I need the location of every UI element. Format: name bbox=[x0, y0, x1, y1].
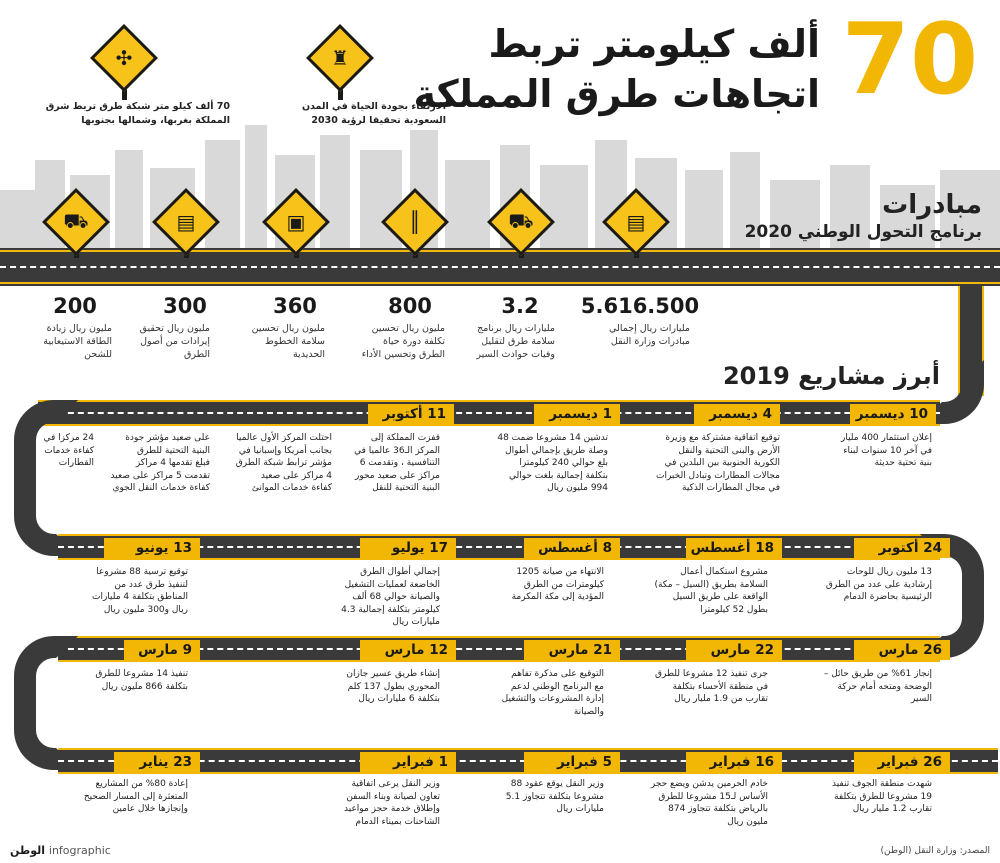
event-desc: إعادة 80% من المشاريع المتعثرة إلى المسار الصحيح وإنجازها خلال عامين bbox=[83, 779, 188, 814]
event-desc: احتلت المركز الأول عالميا بجانب أمريكا وإسبانيا في مؤشر ترابط شبكة الطرق 4 مراكز على صعيد كفاءة خدمات الموانئ bbox=[235, 433, 332, 493]
headline-line-1: ألف كيلومتر تربط bbox=[488, 22, 820, 66]
top-caption-cities: الارتقاء بجودة الحياة في المدن السعودية تحقيقا لرؤية 2030 bbox=[301, 101, 446, 126]
event-date: 22 مارس bbox=[686, 640, 782, 660]
event-desc: 13 مليون ريال للوحات إرشادية على عدد من الطرق الرئيسية بحاضرة الدمام bbox=[825, 567, 932, 602]
train-icon: ▣ bbox=[262, 188, 330, 256]
event-date: 23 يناير bbox=[114, 752, 200, 772]
event-date: 9 مارس bbox=[124, 640, 200, 660]
event-desc: على صعيد مؤشر جودة البنية التحتية للطرق فبلغ تقدمها 4 مراكز تقدمت 5 مراكز على صعيد كفاءة خدمات النقل الجوي bbox=[110, 433, 210, 493]
event-date: 13 يونيو bbox=[104, 538, 200, 558]
event-date: 26 مارس bbox=[854, 640, 950, 660]
source-credit: المصدر: وزارة النقل (الوطن) bbox=[880, 846, 990, 856]
event-date: 10 ديسمبر bbox=[850, 404, 936, 424]
event-desc: قفزت المملكة إلى المركز الـ36 عالميا في التنافسية ، وتقدمت 6 مراكز على صعيد محور البنية التحتية للنقل bbox=[354, 433, 440, 493]
car-crash-icon: ⛟ bbox=[487, 188, 555, 256]
road-lane-1 bbox=[38, 400, 940, 426]
event-date: 4 ديسمبر bbox=[694, 404, 780, 424]
event-desc: تنفيذ 14 مشروعا للطرق بتكلفة 866 مليون ريال bbox=[95, 669, 188, 692]
event-date: 17 يوليو bbox=[360, 538, 456, 558]
event-desc: إنشاء طريق عسير جازان المحوري بطول 137 كلم بتكلفة 6 مليارات ريال bbox=[346, 669, 440, 704]
event-date: 24 أكتوبر bbox=[854, 538, 950, 558]
event-desc: وزير النقل يرعى اتفاقية تعاون لصيانة وبناء السفن وإطلاق خدمة حجز مواعيد الشاحنات بميناء الدمام bbox=[344, 779, 440, 827]
event-date: 26 فبراير bbox=[854, 752, 950, 772]
event-desc: الانتهاء من صيانة 1205 كيلومترات من الطرق المؤدية إلى مكة المكرمة bbox=[511, 567, 604, 602]
event-desc: توقيع اتفاقية مشتركة مع وزيرة الأرض والبنى التحتية والنقل الكورية الجنوبية بين البلدين في مجالات المطارات وتبادل الخبرات في مجال المطارات الذكية bbox=[655, 433, 780, 493]
headline-line-2: اتجاهات طرق المملكة bbox=[413, 72, 820, 116]
event-desc: وزير النقل يوقع عقود 88 مشروعا بتكلفة تتجاوز 5.1 مليارات ريال bbox=[505, 779, 604, 814]
road-junction-icon: ✣ bbox=[90, 24, 158, 92]
top-caption-roads: 70 ألف كيلو متر شبكة طرق تربط شرق المملكة بغربها، وشمالها بجنوبها bbox=[45, 101, 230, 126]
event-date: 11 أكتوبر bbox=[368, 404, 454, 424]
event-desc: 24 مركزا في كفاءة خدمات القطارات bbox=[43, 433, 94, 468]
brand-logo: الوطن infographic bbox=[10, 844, 111, 857]
event-desc: إجمالي أطوال الطرق الخاضعة لعمليات التشغيل والصيانة حوالي 68 ألف كيلومتر بتكلفة إجمالية 4.3 مليارات ريال bbox=[341, 567, 440, 627]
program-title: مبادرات bbox=[882, 190, 982, 220]
event-desc: إعلان استثمار 400 مليار في آخر 10 سنوات لبناء بنية تحتية حديثة bbox=[841, 433, 932, 468]
event-date: 8 أغسطس bbox=[524, 538, 620, 558]
event-date: 18 أغسطس bbox=[686, 538, 782, 558]
projects-title: أبرز مشاريع 2019 bbox=[722, 362, 940, 390]
event-desc: إنجاز 61% من طريق حائل – الوضحة ومتحه أمام حركة السير bbox=[823, 669, 932, 704]
event-desc: توقيع ترسية 88 مشروعا لتنفيذ طرق عدد من المناطق بتكلفة 4 مليارات ريال و300 مليون ريال bbox=[91, 567, 188, 615]
money-icon: ▤ bbox=[152, 188, 220, 256]
money-icon: ▤ bbox=[602, 188, 670, 256]
event-date: 21 مارس bbox=[524, 640, 620, 660]
event-date: 12 مارس bbox=[360, 640, 456, 660]
event-desc: تدشين 14 مشروعا ضمت 48 وصلة طريق بإجمالي أطوال بلغ حوالي 240 كيلومترا بتكلفة إجمالية بلغت حوالي 994 مليون ريال bbox=[497, 433, 608, 493]
headline-number: 70 bbox=[841, 3, 979, 117]
event-desc: مشروع استكمال أعمال السلامة بطريق (السيل – مكة) الواقعة على طريق السيل بطول 52 كيلومترا bbox=[654, 567, 768, 615]
event-desc: جرى تنفيذ 12 مشروعا للطرق في منطقة الأحساء بتكلفة تقارب من 1.9 مليار ريال bbox=[654, 669, 768, 704]
city-icon: ♜ bbox=[306, 24, 374, 92]
road-icon: ║ bbox=[381, 188, 449, 256]
event-desc: التوقيع على مذكرة تفاهم مع البرنامج الوطني لدعم إدارة المشروعات والتشغيل والصيانة bbox=[501, 669, 604, 717]
program-subtitle: برنامج التحول الوطني 2020 bbox=[744, 222, 982, 242]
event-desc: خادم الحرمين يدشن ويضع حجر الأساس لـ15 مشروعا للطرق بالرياض بتكلفة تتجاوز 874 مليون ريال bbox=[650, 779, 768, 827]
event-date: 1 فبراير bbox=[360, 752, 456, 772]
event-date: 5 فبراير bbox=[524, 752, 620, 772]
event-date: 1 ديسمبر bbox=[534, 404, 620, 424]
event-desc: شهدت منطقة الجوف تنفيذ 19 مشروعا للطرق بتكلفة تقارب 1.2 مليار ريال bbox=[831, 779, 932, 814]
truck-icon: ⛟ bbox=[42, 188, 110, 256]
event-date: 16 فبراير bbox=[686, 752, 782, 772]
